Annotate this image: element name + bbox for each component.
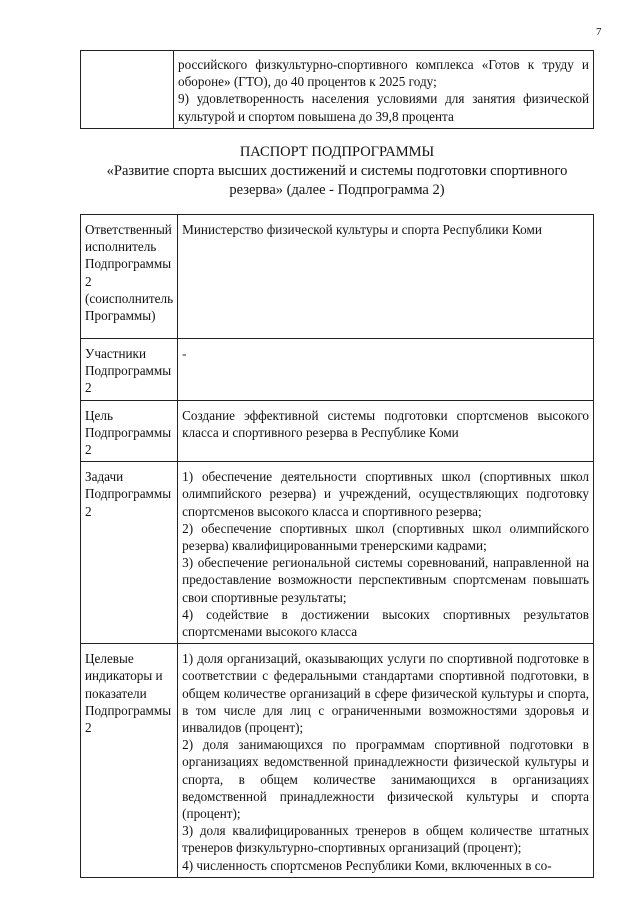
table-row [81,339,594,401]
row-content-participants [178,339,594,401]
row-content-indicators [178,644,594,878]
row-label-tasks: Задачи Подпрограммы 2 [81,462,178,644]
row-label-participants: Участники Подпрограммы 2 [81,339,178,401]
row-content-goal [178,400,594,462]
content-line: 4) содействие в достижении высоких спортивных результатов спортсменами высокого класса [182,606,589,640]
row-label-goal: Цель Подпрограммы 2 [81,400,178,462]
content-line: 2) обеспечение спортивных школ (спортивных школ олимпийского резерва) квалифицированными тренерскими кадрами; [182,520,589,554]
row-label [81,51,174,129]
table-row [81,462,594,644]
content-line: российского физкультурно-спортивного комплекса «Готов к труду и обороне» (ГТО), до 40 процентов к 2025 году; [178,57,589,90]
page-subtitle: «Развитие спорта высших достижений и системы подготовки спортивного резерва» (далее - Подпрограмма 2) [106,163,568,198]
table-row [81,51,594,129]
table-row [81,400,594,462]
row-content-responsible [178,215,594,339]
passport-table [80,214,594,878]
content-line: 4) численность спортсменов Республики Коми, включенных в со- [182,857,552,873]
page-number: 7 [596,26,602,38]
row-label-responsible: Ответственный исполнитель Подпрограммы 2 (соисполнитель Программы) [81,215,178,339]
table-row [81,644,594,878]
content-line: - [182,346,187,361]
row-label-indicators: Целевые индикаторы и показатели Подпрограммы 2 [81,644,178,878]
content-line: 1) обеспечение деятельности спортивных школ (спортивных школ олимпийского резерва) и учреждений, осуществляющих подготовку спортсменов высокого класса и спортивного резерва; [182,469,589,519]
content-line: 3) обеспечение региональной системы соревнований, направленной на предоставление возможности перспективным спортсменам повышать свои спортивные результаты; [182,555,589,605]
content-line: 2) доля занимающихся по программам спортивной подготовки в организациях ведомственной принадлежности физической культуры и спорта, в общем количестве занимающихся в организациях ведомственной принадлежности физической культуры и спорта (процент); [182,737,589,822]
page-title: ПАСПОРТ ПОДПРОГРАММЫ [239,144,435,160]
content-line: Создание эффективной системы подготовки спортсменов высокого класса и спортивного резерва в Республике Коми [182,407,589,440]
content-line: 3) доля квалифицированных тренеров в общем количестве штатных тренеров физкультурно-спортивных организаций (процент); [182,823,589,856]
row-content-tasks [178,462,594,644]
continuation-table [80,50,594,129]
content-line: 1) доля организаций, оказывающих услуги по спортивной подготовке в соответствии с федеральными стандартами спортивной подготовки, в общем количестве организаций в сфере физической культуры и спорта, в том числе для лиц с ограниченными возможностями здоровья и инвалидов (процент); [182,651,589,736]
content-line: 9) удовлетворенность населения условиями для занятия физической культурой и спортом повышена до 39,8 процента [178,91,589,124]
table-row [81,215,594,339]
row-content [174,51,594,129]
content-line: Министерство физической культуры и спорта Республики Коми [182,222,542,237]
